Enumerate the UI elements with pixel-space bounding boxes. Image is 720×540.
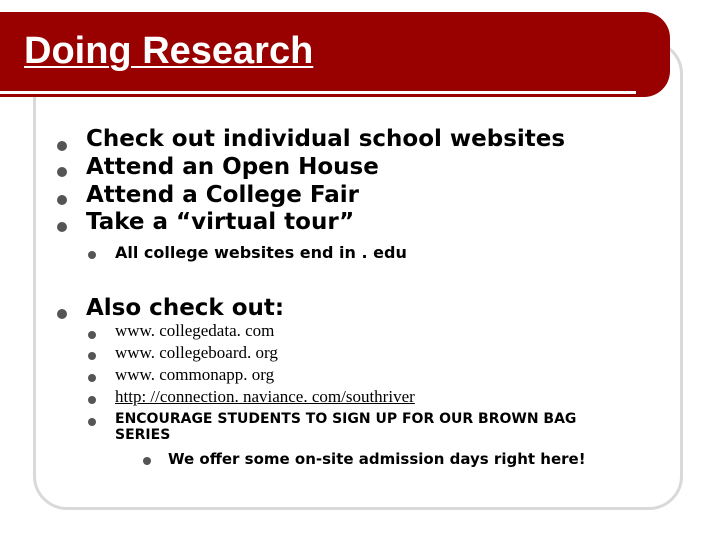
bullet-icon — [57, 141, 67, 151]
bullet-open-house: Attend an Open House — [86, 154, 379, 180]
encourage-line-2: SERIES — [115, 427, 171, 443]
bullet-icon — [57, 309, 67, 319]
also-check-out-heading: Also check out: — [86, 295, 285, 321]
link-collegedata[interactable]: www. collegedata. com — [115, 321, 275, 340]
banner-divider — [0, 91, 636, 94]
sub-bullet-icon — [88, 374, 96, 382]
bullet-icon — [57, 222, 67, 232]
bullet-college-fair: Attend a College Fair — [86, 182, 359, 208]
sub-bullet-icon — [88, 251, 96, 259]
link-commonapp[interactable]: www. commonapp. org — [115, 365, 275, 384]
sub-bullet-icon — [88, 352, 96, 360]
bullet-school-websites: Check out individual school websites — [86, 126, 566, 152]
sub-bullet-icon — [88, 331, 96, 339]
bullet-icon — [57, 195, 67, 205]
bullet-icon — [57, 167, 67, 177]
sub-bullet-icon — [88, 396, 96, 404]
link-naviance[interactable]: http: //connection. naviance. com/southriver — [115, 387, 415, 406]
sub-bullet-icon — [88, 418, 96, 426]
onsite-admission-note: We offer some on-site admission days right here! — [168, 450, 586, 468]
bullet-virtual-tour: Take a “virtual tour” — [86, 209, 355, 235]
slide-title: Doing Research — [24, 30, 314, 72]
sub-bullet-icon — [143, 457, 151, 465]
encourage-line-1: ENCOURAGE STUDENTS TO SIGN UP FOR OUR BROWN BAG — [115, 411, 577, 427]
link-collegeboard[interactable]: www. collegeboard. org — [115, 343, 278, 362]
sub-bullet-edu: All college websites end in . edu — [115, 243, 407, 262]
